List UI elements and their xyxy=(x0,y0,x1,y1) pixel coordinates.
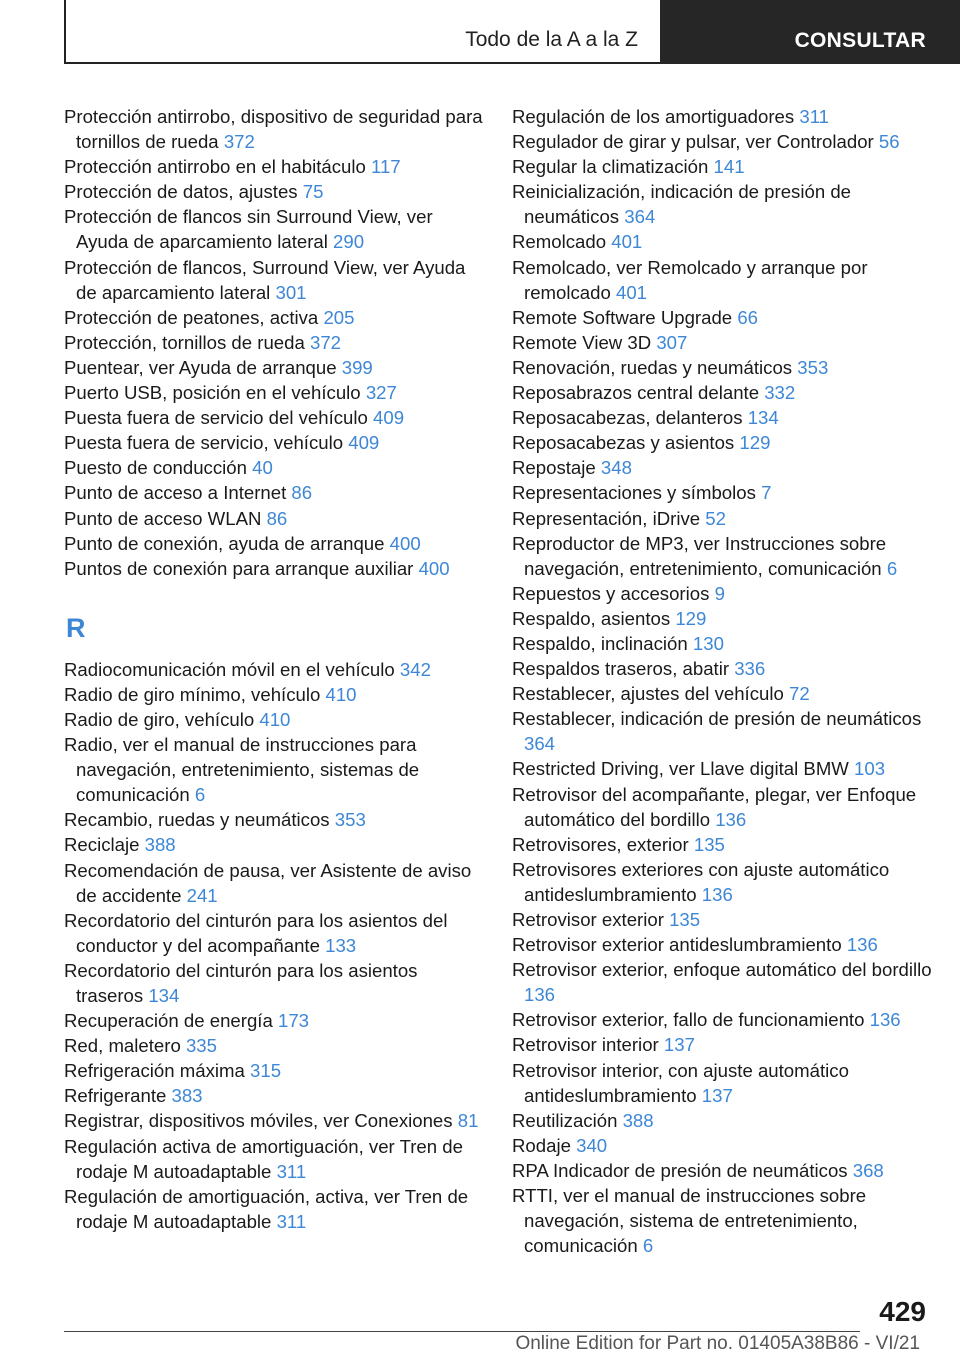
index-entry-term: Regular la climatización xyxy=(512,156,709,178)
index-entry xyxy=(64,380,484,405)
index-entry xyxy=(512,957,932,1007)
index-entry-term: Retrovisores, exterior xyxy=(512,833,689,855)
index-entry-term: Repostaje xyxy=(512,457,596,479)
index-entry-term: Registrar, dispositivos móviles, ver Conexiones xyxy=(64,1110,453,1132)
index-entry-term: Rodaje xyxy=(512,1134,571,1156)
index-page-link[interactable]: 134 xyxy=(747,407,779,429)
index-entry xyxy=(512,932,932,957)
index-page-link[interactable]: 133 xyxy=(325,934,357,956)
index-entry xyxy=(512,355,932,380)
index-entry-term: Remote View 3D xyxy=(512,331,652,353)
page-number: 429 xyxy=(879,1296,926,1327)
index-page-link[interactable]: 103 xyxy=(854,758,886,780)
index-page-link[interactable]: 40 xyxy=(252,457,273,479)
index-entry-term: Recomendación de pausa, ver Asistente de aviso de accidente xyxy=(64,859,472,906)
index-entry-term: Punto de acceso a Internet xyxy=(64,482,287,504)
index-entry-term: Reproductor de MP3, ver Instrucciones sobre navegación, entretenimiento, comunicación xyxy=(512,532,887,579)
index-group-r-continued xyxy=(512,104,932,1258)
index-page-link[interactable]: 401 xyxy=(616,281,648,303)
index-entry-term: Remote Software Upgrade xyxy=(512,306,733,328)
index-entry-term: Remolcado xyxy=(512,231,607,253)
index-entry-term: Red, maletero xyxy=(64,1035,181,1057)
index-entry-term: Retrovisor exterior, enfoque automático del bordillo xyxy=(512,959,932,981)
index-entry xyxy=(64,1184,484,1234)
index-page-link[interactable]: 136 xyxy=(869,1009,901,1031)
index-entry xyxy=(512,782,932,832)
index-entry xyxy=(512,506,932,531)
index-entry xyxy=(64,958,484,1008)
header-section-tab: CONSULTAR xyxy=(660,0,960,64)
index-entry xyxy=(64,1033,484,1058)
index-entry xyxy=(64,480,484,505)
index-page-link[interactable]: 86 xyxy=(291,482,313,504)
index-page-link[interactable]: 311 xyxy=(799,106,830,127)
index-column-right xyxy=(512,104,932,1258)
index-page-link[interactable]: 340 xyxy=(576,1134,608,1156)
index-entry xyxy=(512,1108,932,1133)
index-page-link[interactable]: 135 xyxy=(693,833,725,855)
index-page-link[interactable]: 134 xyxy=(148,985,180,1006)
index-entry-term: Respaldos traseros, abatir xyxy=(512,658,730,680)
index-page-link[interactable]: 136 xyxy=(715,808,747,830)
index-page-link[interactable]: 388 xyxy=(144,834,176,856)
index-entry xyxy=(64,858,484,908)
index-entry xyxy=(64,682,484,707)
index-entry xyxy=(64,1008,484,1033)
index-entry-term: Representación, iDrive xyxy=(512,507,701,529)
index-page-link[interactable]: 348 xyxy=(600,457,632,479)
index-page-link[interactable]: 327 xyxy=(365,382,397,404)
index-page-link[interactable]: 241 xyxy=(186,884,218,906)
index-entry-term: Respaldo, asientos xyxy=(512,607,671,629)
index-entry-term: Reposacabezas, delanteros xyxy=(512,407,743,429)
index-entry-term: Repuestos y accesorios xyxy=(512,582,710,604)
header-chapter-title: Todo de la A a la Z xyxy=(465,28,638,51)
index-page-link[interactable]: 311 xyxy=(276,1160,307,1182)
index-entry-term: Recordatorio del cinturón para los asientos traseros xyxy=(64,959,418,1006)
index-entry-term: Protección antirrobo en el habitáculo xyxy=(64,156,366,178)
index-entry xyxy=(512,606,932,631)
index-entry xyxy=(512,430,932,455)
index-entry-term: Restablecer, ajustes del vehículo xyxy=(512,683,784,705)
index-page-link[interactable]: 332 xyxy=(764,382,796,404)
index-entry-term: Puentear, ver Ayuda de arranque xyxy=(64,356,337,378)
footer-edition-text: Online Edition for Part no. 01405A38B86 - VI/21 xyxy=(515,1333,920,1354)
index-entry xyxy=(512,455,932,480)
index-page-link[interactable]: 307 xyxy=(656,331,688,353)
index-entry xyxy=(512,656,932,681)
index-entry xyxy=(64,154,484,179)
index-page-link[interactable]: 72 xyxy=(789,683,810,705)
index-entry xyxy=(512,104,932,129)
index-page-link[interactable]: 117 xyxy=(371,156,401,178)
index-entry-term: Retrovisores exteriores con ajuste automático antideslumbramiento xyxy=(512,858,890,905)
index-entry-term: Reutilización xyxy=(512,1109,618,1131)
index-entry xyxy=(512,1032,932,1057)
index-entry xyxy=(64,305,484,330)
index-entry xyxy=(512,179,932,229)
index-page-link[interactable]: 6 xyxy=(886,557,898,579)
index-entry-term: Retrovisor interior, con ajuste automático antideslumbramiento xyxy=(512,1059,849,1106)
index-entry xyxy=(512,154,932,179)
index-entry-term: Protección de flancos sin Surround View, ver Ayuda de aparcamiento lateral xyxy=(64,206,433,253)
index-entry-term: Protección antirrobo, dispositivo de seguridad para tornillos de rueda xyxy=(64,106,483,153)
index-page-link[interactable]: 372 xyxy=(223,131,255,153)
index-entry xyxy=(512,706,932,756)
index-entry-term: Retrovisor exterior antideslumbramiento xyxy=(512,934,842,956)
index-page-link[interactable]: 401 xyxy=(611,231,643,253)
index-entry xyxy=(64,1058,484,1083)
index-entry xyxy=(512,1158,932,1183)
index-entry xyxy=(64,405,484,430)
index-page-link[interactable]: 336 xyxy=(734,658,766,680)
index-page-link[interactable]: 410 xyxy=(325,683,357,705)
index-page-link[interactable]: 409 xyxy=(373,407,405,429)
index-entry xyxy=(512,756,932,781)
index-page-link[interactable]: 290 xyxy=(333,231,365,253)
index-entry-term: Remolcado, ver Remolcado y arranque por remolcado xyxy=(512,256,868,303)
index-entry xyxy=(512,255,932,305)
index-page-link[interactable]: 137 xyxy=(663,1034,695,1056)
index-entry-term: Puerto USB, posición en el vehículo xyxy=(64,382,361,404)
index-page-link[interactable]: 301 xyxy=(275,281,307,303)
index-entry xyxy=(512,832,932,857)
index-page-link[interactable]: 409 xyxy=(348,432,380,454)
index-page-link[interactable]: 364 xyxy=(524,733,556,755)
index-entry xyxy=(64,455,484,480)
index-page-link[interactable]: 141 xyxy=(713,156,745,178)
index-page-link[interactable]: 353 xyxy=(797,356,829,378)
index-entry xyxy=(64,1134,484,1184)
index-page-link[interactable]: 383 xyxy=(171,1085,203,1107)
index-page-link[interactable]: 388 xyxy=(622,1109,654,1131)
index-entry xyxy=(64,556,484,581)
index-entry-term: Puesto de conducción xyxy=(64,457,247,479)
index-page-link[interactable]: 353 xyxy=(334,809,366,831)
index-entry-term: Retrovisor interior xyxy=(512,1034,659,1056)
index-entry-term: Protección de peatones, activa xyxy=(64,306,319,328)
index-entry-term: Refrigerante xyxy=(64,1085,167,1107)
section-letter-heading: R xyxy=(66,612,86,643)
index-entry-term: Regulación de amortiguación, activa, ver Tren de rodaje M autoadaptable xyxy=(64,1185,469,1232)
index-entry xyxy=(512,1058,932,1108)
index-entry xyxy=(64,204,484,254)
index-page-link[interactable]: 6 xyxy=(194,784,206,806)
index-entry xyxy=(64,506,484,531)
index-entry xyxy=(512,480,932,505)
index-page-link[interactable]: 311 xyxy=(276,1210,307,1232)
index-entry xyxy=(512,857,932,907)
index-page-link[interactable]: 81 xyxy=(457,1110,479,1132)
index-entry-term: Recordatorio del cinturón para los asientos del conductor y del acompañante xyxy=(64,909,448,956)
index-entry xyxy=(512,405,932,430)
index-entry xyxy=(64,657,484,682)
index-entry-term: Radio, ver el manual de instrucciones para navegación, entretenimiento, sistemas de comunicación xyxy=(64,734,420,806)
index-entry-term: Retrovisor exterior, fallo de funcionamiento xyxy=(512,1009,865,1031)
index-entry-term: Retrovisor del acompañante, plegar, ver Enfoque automático del bordillo xyxy=(512,783,917,830)
index-entry-term: Puesta fuera de servicio del vehículo xyxy=(64,407,368,429)
index-page-link[interactable]: 173 xyxy=(277,1010,310,1032)
index-entry-term: Protección, tornillos de rueda xyxy=(64,331,305,353)
index-entry-term: Recambio, ruedas y neumáticos xyxy=(64,809,330,831)
index-entry xyxy=(64,255,484,305)
index-entry-term: Protección de datos, ajustes xyxy=(64,181,298,203)
index-entry xyxy=(64,732,484,807)
index-entry-term: Regulación de los amortiguadores xyxy=(512,106,795,127)
index-entry-term: Reciclaje xyxy=(64,834,140,856)
index-entry-term: Restablecer, indicación de presión de neumáticos xyxy=(512,708,922,730)
index-entry-term: Reposacabezas y asientos xyxy=(512,432,735,454)
index-page-link[interactable]: 136 xyxy=(846,934,878,956)
index-entry-term: Radio de giro, vehículo xyxy=(64,708,255,730)
index-entry xyxy=(512,380,932,405)
index-page-link[interactable]: 137 xyxy=(701,1084,733,1106)
index-entry-term: Renovación, ruedas y neumáticos xyxy=(512,356,793,378)
index-entry xyxy=(64,355,484,380)
section-spacer xyxy=(64,581,484,600)
index-entry-term: Protección de flancos, Surround View, ver Ayuda de aparcamiento lateral xyxy=(64,256,466,303)
index-page-link[interactable]: 136 xyxy=(524,984,556,1006)
index-entry-term: Respaldo, inclinación xyxy=(512,632,688,654)
index-entry-term: Puntos de conexión para arranque auxiliar xyxy=(64,557,414,579)
index-entry xyxy=(512,631,932,656)
index-entry-term: Puesta fuera de servicio, vehículo xyxy=(64,432,344,454)
footer-divider xyxy=(64,1331,860,1332)
index-entry-term: Retrovisor exterior xyxy=(512,909,664,930)
index-page-link[interactable]: 400 xyxy=(389,532,421,554)
index-entry-term: Radiocomunicación móvil en el vehículo xyxy=(64,658,395,680)
index-entry xyxy=(512,330,932,355)
index-entry xyxy=(64,908,484,958)
index-entry-term: Refrigeración máxima xyxy=(64,1060,245,1082)
index-page-link[interactable]: 129 xyxy=(675,607,707,629)
index-entry xyxy=(512,581,932,606)
index-entry-term: Restricted Driving, ver Llave digital BMW xyxy=(512,758,849,780)
index-entry-term: RPA Indicador de presión de neumáticos xyxy=(512,1159,848,1181)
index-page-link[interactable]: 400 xyxy=(418,557,450,579)
index-page-link[interactable]: 136 xyxy=(701,883,733,905)
index-entry xyxy=(64,807,484,832)
index-entry xyxy=(512,907,932,932)
index-entry xyxy=(512,229,932,254)
index-page-link[interactable]: 135 xyxy=(669,909,701,930)
index-entry xyxy=(512,129,932,154)
index-group-r xyxy=(64,657,484,1234)
index-entry xyxy=(512,531,932,581)
index-entry-term: Regulación activa de amortiguación, ver Tren de rodaje M autoadaptable xyxy=(64,1135,463,1182)
index-page-link[interactable]: 9 xyxy=(714,582,725,604)
index-entry xyxy=(64,430,484,455)
index-entry xyxy=(64,104,484,154)
index-page-link[interactable]: 86 xyxy=(266,507,288,529)
index-group-p xyxy=(64,104,484,581)
index-entry-term: RTTI, ver el manual de instrucciones sobre navegación, sistema de entretenimiento, comunicación xyxy=(512,1185,867,1257)
index-entry-term: Punto de acceso WLAN xyxy=(64,507,262,529)
index-entry-term: Representaciones y símbolos xyxy=(512,482,756,504)
index-page-link[interactable]: 75 xyxy=(302,181,324,203)
index-page-link[interactable]: 130 xyxy=(692,632,724,654)
index-page-link[interactable]: 56 xyxy=(878,131,900,153)
index-page-link[interactable]: 368 xyxy=(852,1159,884,1181)
index-page-link[interactable]: 6 xyxy=(642,1235,654,1257)
header-divider-horizontal xyxy=(64,62,660,64)
index-entry xyxy=(64,531,484,556)
index-page-link[interactable]: 7 xyxy=(761,482,772,504)
index-entry xyxy=(64,1108,484,1133)
index-page-link[interactable]: 335 xyxy=(185,1035,217,1057)
index-entry-term: Regulador de girar y pulsar, ver Controlador xyxy=(512,131,874,153)
index-entry xyxy=(64,1083,484,1108)
index-entry xyxy=(64,179,484,204)
index-entry xyxy=(64,330,484,355)
index-page-link[interactable]: 372 xyxy=(310,331,342,353)
index-page-link[interactable]: 315 xyxy=(250,1060,282,1082)
index-page-link[interactable]: 52 xyxy=(705,507,726,529)
index-entry-term: Reposabrazos central delante xyxy=(512,382,760,404)
index-page-link[interactable]: 205 xyxy=(323,306,355,328)
index-column-left xyxy=(64,104,484,1234)
index-page-link[interactable]: 129 xyxy=(739,432,771,454)
index-entry-term: Radio de giro mínimo, vehículo xyxy=(64,683,321,705)
index-entry xyxy=(512,681,932,706)
index-entry xyxy=(64,832,484,857)
index-page-link[interactable]: 66 xyxy=(737,306,758,328)
index-entry xyxy=(512,1007,932,1032)
index-page-link[interactable]: 342 xyxy=(399,658,431,680)
index-entry xyxy=(512,305,932,330)
index-entry-term: Reinicialización, indicación de presión de neumáticos xyxy=(512,181,852,228)
index-entry xyxy=(64,707,484,732)
index-page-link[interactable]: 399 xyxy=(341,356,373,378)
index-entry xyxy=(512,1183,932,1258)
index-entry xyxy=(512,1133,932,1158)
index-page-link[interactable]: 364 xyxy=(624,206,656,228)
index-entry-term: Punto de conexión, ayuda de arranque xyxy=(64,532,385,554)
index-page-link[interactable]: 410 xyxy=(259,708,291,730)
index-entry-term: Recuperación de energía xyxy=(64,1010,273,1032)
